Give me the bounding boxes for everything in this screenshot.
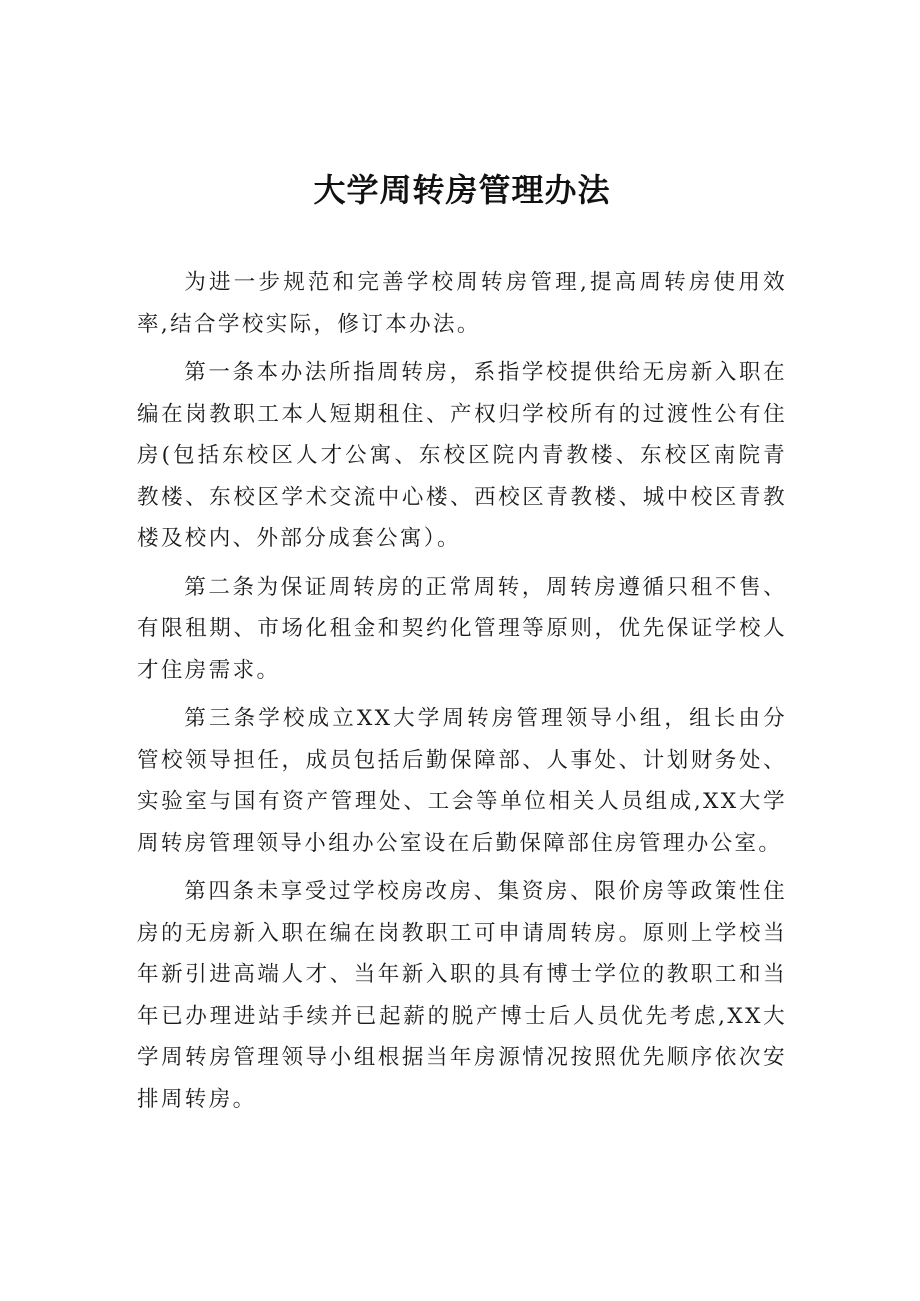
document-body — [137, 262, 787, 1120]
paragraph-article-3: 第三条学校成立XX大学周转房管理领导小组，组长由分管校领导担任，成员包括后勤保障部、人事处、计划财务处、实验室与国有资产管理处、工会等单位相关人员组成,XX大学周转房管理领导小组办公室设在后勤保障部住房管理办公室。 — [137, 706, 787, 856]
paragraph-article-4: 第四条未享受过学校房改房、集资房、限价房等政策性住房的无房新入职在编在岗教职工可申请周转房。原则上学校当年新引进高端人才、当年新入职的具有博士学位的教职工和当年已办理进站手续并已起薪的脱产博士后人员优先考虑,XX大学周转房管理领导小组根据当年房源情况按照优先顺序依次安排周转房。 — [137, 879, 787, 1112]
paragraph-article-2: 第二条为保证周转房的正常周转，周转房遵循只租不售、有限租期、市场化租金和契约化管理等原则，优先保证学校人才住房需求。 — [137, 574, 787, 683]
paragraph-intro: 为进一步规范和完善学校周转房管理,提高周转房使用效率,结合学校实际，修订本办法。 — [137, 270, 787, 337]
document-title: 大学周转房管理办法 — [313, 171, 611, 209]
paragraph-article-1: 第一条本办法所指周转房，系指学校提供给无房新入职在编在岗教职工本人短期租住、产权归学校所有的过渡性公有住房(包括东校区人才公寓、东校区院内青教楼、东校区南院青教楼、东校区学术交流中心楼、西校区青教楼、城中校区青教楼及校内、外部分成套公寓）。 — [137, 360, 787, 551]
